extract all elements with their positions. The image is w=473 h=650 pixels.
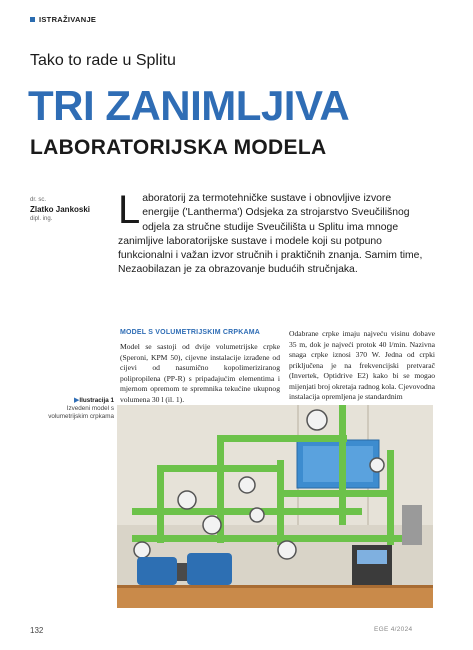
author-prefix: dr. sc. xyxy=(30,197,47,203)
article-title-line1: TRI ZANIMLJIVA xyxy=(28,82,350,129)
section-tag-label: ISTRAŽIVANJE xyxy=(39,15,97,24)
figure-label: Ilustracija 1 xyxy=(79,397,114,404)
figure-caption-text: Izvedeni model s volumetrijskim crpkama xyxy=(48,405,114,420)
author-name: Zlatko Jankoski xyxy=(30,205,91,214)
lead-text: aboratorij za termotehničke sustave i obnovljive izvore energije ('Lantherma') Odsjeka za strojarstvo Sveučilišnog odjela za stručne studije Sveučilišta u Splitu ima mnoge zanimljive laboratorijske sustave i modele koji su potpuno funkcionalni i važan izvor stručnih i praktičnih znanja. Samim time, Nezaobilazan je za obrazovanje budućih stručnjaka. xyxy=(118,193,423,276)
article-title-line2: LABORATORIJSKA MODELA xyxy=(30,136,327,159)
caption-arrow-icon: ▶ xyxy=(73,397,80,404)
figure-caption xyxy=(30,397,114,421)
section-tag xyxy=(30,15,96,24)
figure-photo xyxy=(117,405,433,608)
section-marker-icon xyxy=(30,17,35,22)
lead-paragraph xyxy=(118,188,423,278)
page-number: 132 xyxy=(30,626,44,635)
section-heading: MODEL S VOLUMETRIJSKIM CRPKAMA xyxy=(120,329,261,336)
author-suffix: dipl. ing. xyxy=(30,216,53,222)
body-column-2: Odabrane crpke imaju najveću visinu dobave 35 m, dok je najveći protok 40 l/min. Nazivna snaga crpke iznosi 370 W. Jedna od crpki priključena je na frekvencijski pretvarač (Invertek, Optidrive E2) kako bi se mogao mijenjati broj okretaja radnog kola. Cjevovodna instalacija opremljena je standardnim xyxy=(289,329,435,401)
issue-label: EGE 4/2024 xyxy=(374,626,413,633)
article-kicker: Tako to rade u Splitu xyxy=(30,52,176,69)
lead-dropcap: L xyxy=(118,188,141,232)
body-column-1: Model se sastoji od dvije volumetrijske crpke (Speroni, KPM 50), cijevne instalacije izrađene od cijevi od nasumično kopolimeriziranog polipropilena (PP-R) s pripadajućim elementima i mjernom opremom te spremnika tekućine ukupnog volumena 30 l (il. 1). xyxy=(120,342,280,404)
lab-model-photo xyxy=(117,405,433,608)
